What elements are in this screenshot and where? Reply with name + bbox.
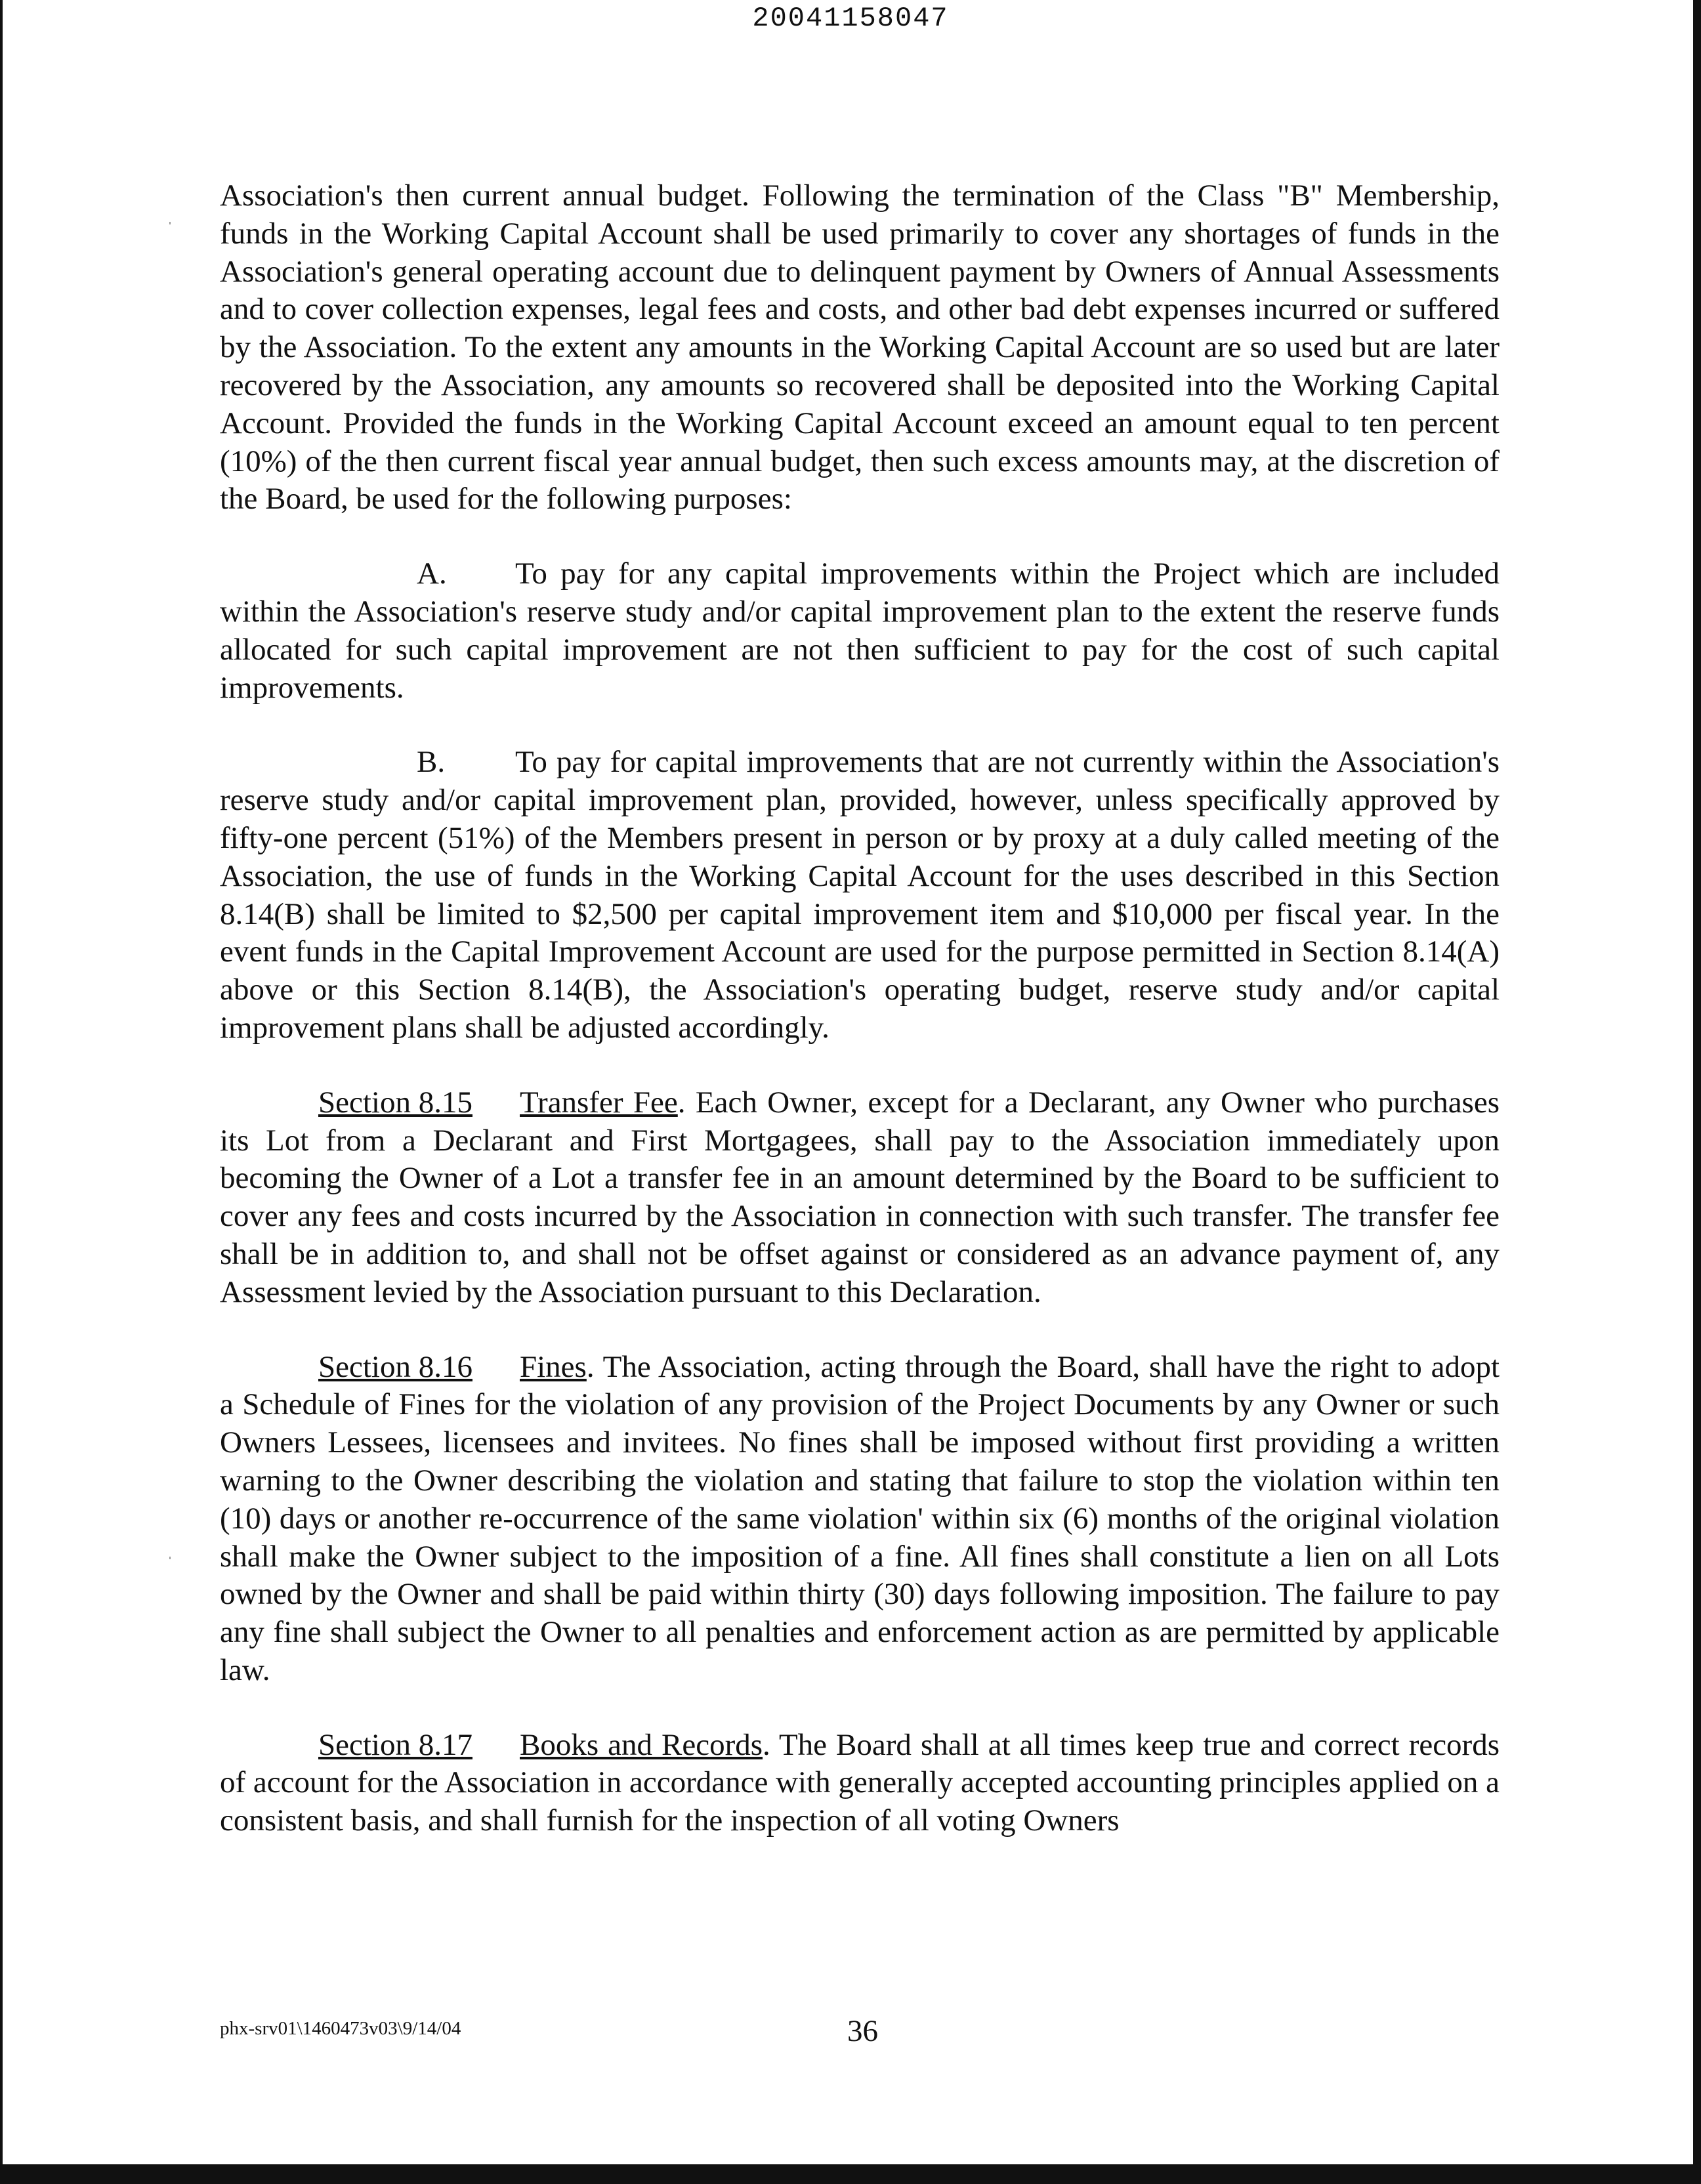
section-8-17-number: Section 8.17 bbox=[318, 1727, 472, 1762]
list-item-a bbox=[220, 555, 1500, 707]
list-marker-b: B. bbox=[417, 745, 446, 780]
section-8-15-number: Section 8.15 bbox=[318, 1085, 472, 1120]
scan-left-edge bbox=[0, 0, 3, 2184]
section-8-16-title: Fines bbox=[519, 1349, 587, 1384]
scan-right-edge bbox=[1693, 0, 1701, 2184]
section-8-15-title: Transfer Fee bbox=[519, 1085, 678, 1120]
page-number: 36 bbox=[847, 2014, 878, 2048]
list-text-b: To pay for capital improvements that are not currently within the Association's reserve study and/or capital improvement plan, provided, however, unless specifically approved by fifty-one percent (51%) of the Members present in person or by proxy at a duly called meeting of the Association, the use of funds in the Working Capital Account for the uses described in this Section 8.14(B) shall be limited to $2,500 per capital improvement item and $10,000 per fiscal year. In the event funds in the Capital Improvement Account are used for the purpose permitted in Section 8.14(A) above or this Section 8.14(B), the Association's operating budget, reserve study and/or capital improvement plans shall be adjusted accordingly. bbox=[220, 745, 1500, 1045]
document-number: 20041158047 bbox=[752, 3, 949, 34]
list-marker-a: A. bbox=[417, 556, 447, 591]
list-item-b bbox=[220, 744, 1500, 1047]
section-8-17-title: Books and Records bbox=[519, 1727, 763, 1762]
scan-speck bbox=[169, 222, 171, 224]
list-text-a: To pay for any capital improvements within the Project which are included within the Association's reserve study and/or capital improvement plan to the extent the reserve funds allocated for such capital improvement are not then sufficient to pay for the cost of such capital improvements. bbox=[220, 556, 1500, 705]
scan-bottom-edge bbox=[0, 2164, 1701, 2184]
page-body bbox=[220, 177, 1500, 1877]
intro-paragraph: Association's then current annual budget. Following the termination of the Class "B" Membership, funds in the Working Capital Account shall be used primarily to cover any shortages of funds in the Association's general operating account due to delinquent payment by Owners of Annual Assessments and to cover collection expenses, legal fees and costs, and other bad debt expenses incurred or suffered by the Association. To the extent any amounts in the Working Capital Account are so used but are later recovered by the Association, any amounts so recovered shall be deposited into the Working Capital Account. Provided the funds in the Working Capital Account exceed an amount equal to ten percent (10%) of the then current fiscal year annual budget, then such excess amounts may, at the discretion of the Board, be used for the following purposes: bbox=[220, 178, 1500, 516]
section-8-16 bbox=[220, 1349, 1500, 1690]
scan-speck bbox=[169, 1557, 171, 1559]
footer-file-id: phx-srv01\1460473v03\9/14/04 bbox=[220, 2018, 461, 2039]
section-8-16-text: . The Association, acting through the Board, shall have the right to adopt a Schedule of Fines for the violation of any provision of the Project Documents by any Owner or such Owners Lessees, licensees and invitees. No fines shall be imposed without first providing a written warning to the Owner describing the violation and stating that failure to stop the violation within ten (10) days or another re-occurrence of the same violation' within six (6) months of the original violation shall make the Owner subject to the imposition of a fine. All fines shall constitute a lien on all Lots owned by the Owner and shall be paid within thirty (30) days following imposition. The failure to pay any fine shall subject the Owner to all penalties and enforcement action as are permitted by applicable law. bbox=[220, 1349, 1500, 1687]
section-8-15-text: . Each Owner, except for a Declarant, any Owner who purchases its Lot from a Declarant and First Mortgagees, shall pay to the Association immediately upon becoming the Owner of a Lot a transfer fee in an amount determined by the Board to be sufficient to cover any fees and costs incurred by the Association in connection with such transfer. The transfer fee shall be in addition to, and shall not be offset against or considered as an advance payment of, any Assessment levied by the Association pursuant to this Declaration. bbox=[220, 1085, 1500, 1309]
section-8-15 bbox=[220, 1084, 1500, 1312]
section-8-17-text: . The Board shall at all times keep true and correct records of account for the Association in accordance with generally accepted accounting principles applied on a consistent basis, and shall furnish for the inspection of all voting Owners bbox=[220, 1727, 1500, 1838]
section-8-16-number: Section 8.16 bbox=[318, 1349, 472, 1384]
section-8-17 bbox=[220, 1727, 1500, 1840]
